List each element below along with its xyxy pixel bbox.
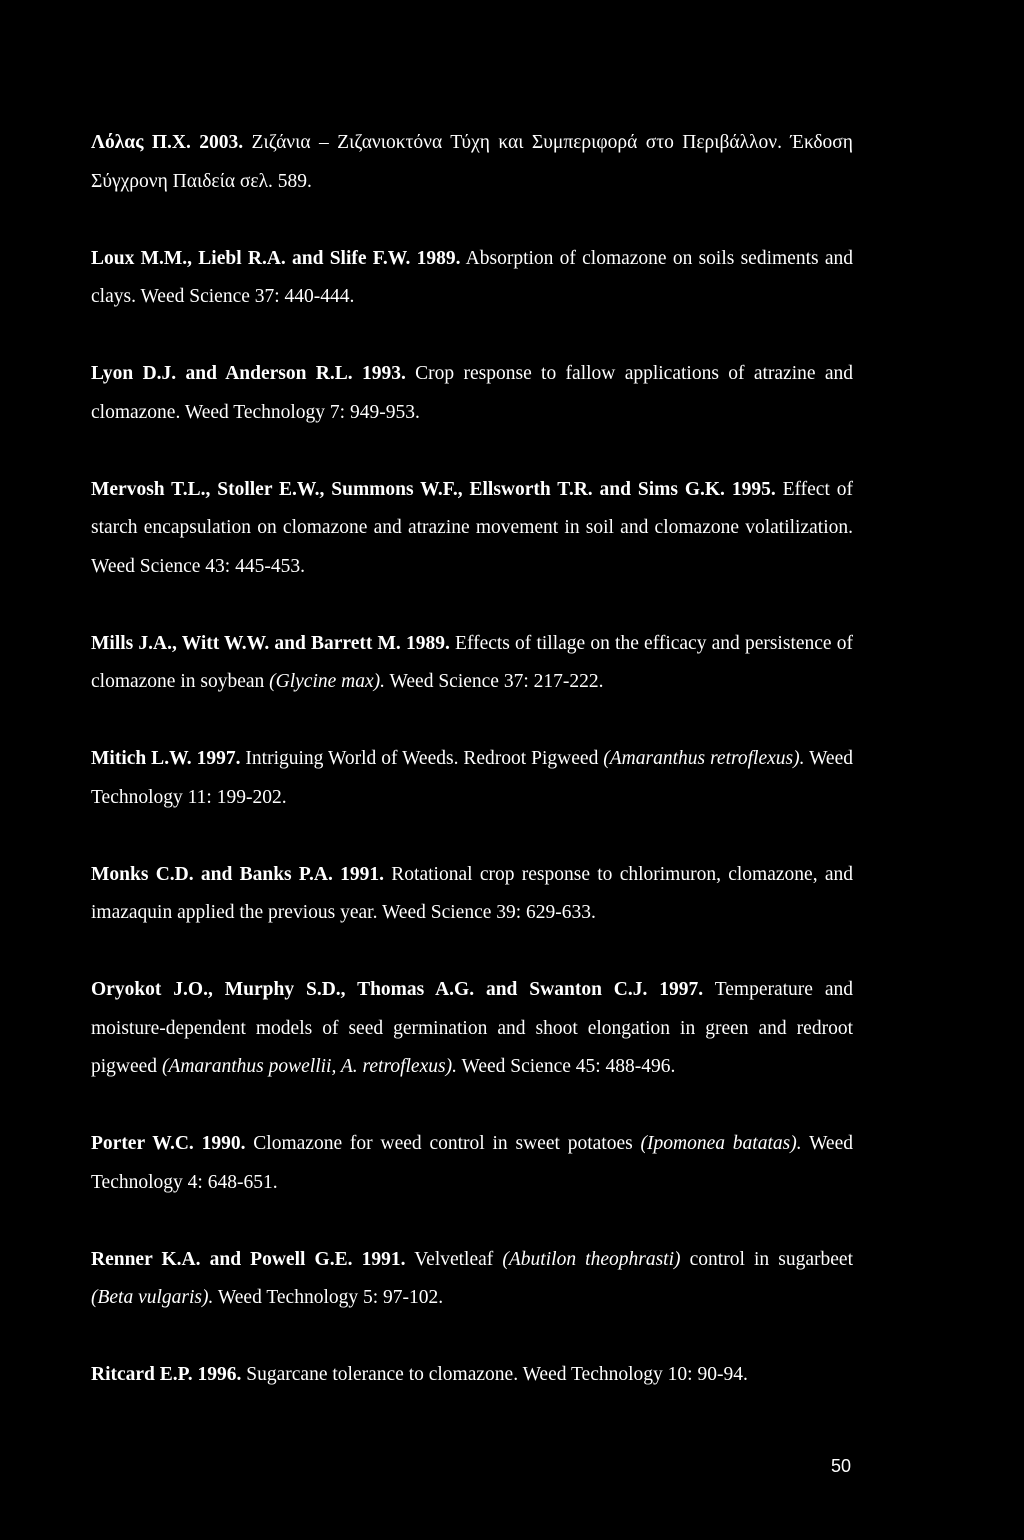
reference-species-name: (Beta vulgaris). [91,1287,214,1308]
reference-text: Temperature and moisture-dependent models of seed germination and shoot elongation in green and redroot pigweed [91,979,853,1077]
page-number: 50 [830,1456,851,1476]
reference-text: Rotational crop response to chlorimuron, clomazone, and imazaquin applied the previous year. Weed Science 39: 629-633. [91,863,853,923]
reference-species-name: (Abutilon theophrasti) [502,1248,681,1270]
reference-authors: Renner K.A. and Powell G.E. 1991. [91,1248,406,1270]
reference-entry [91,124,853,201]
reference-authors: Λόλας Π.Χ. 2003. [91,132,244,153]
reference-entry [91,856,853,933]
reference-text: Sugarcane tolerance to clomazone. Weed Technology 10: 90-94. [241,1364,748,1385]
reference-text: Crop response to fallow applications of atrazine and clomazone. Weed Technology 7: 949-953. [91,363,853,423]
reference-text: Effects of tillage on the efficacy and persistence of clomazone in soybean [91,632,853,692]
reference-text: Weed Technology 5: 97-102. [213,1287,444,1308]
reference-entry [91,355,853,432]
reference-species-name: (Glycine max). [269,671,386,692]
reference-species-name: (Amaranthus retroflexus). [603,748,805,769]
reference-list [91,124,853,1433]
reference-text: Weed Science 37: 217-222. [385,671,604,692]
reference-text: Absorption of clomazone on soils sediments and clays. Weed Science 37: 440-444. [91,247,853,307]
reference-text: control in sugarbeet [680,1248,853,1270]
reference-text: Weed Technology 11: 199-202. [91,748,853,808]
reference-authors: Mills J.A., Witt W.W. and Barrett M. 1989. [91,632,450,654]
reference-text: Weed Technology 4: 648-651. [91,1133,853,1193]
reference-entry [91,740,853,817]
reference-entry [91,1241,853,1318]
reference-text: Weed Science 45: 488-496. [456,1056,676,1077]
reference-entry [91,240,853,317]
reference-authors: Monks C.D. and Banks P.A. 1991. [91,863,385,885]
reference-authors: Ritcard E.P. 1996. [91,1364,242,1385]
reference-entry [91,1356,853,1395]
reference-entry [91,1125,853,1202]
reference-entry [91,625,853,702]
reference-text: Velvetleaf [405,1248,503,1270]
reference-text: Effect of starch encapsulation on clomazone and atrazine movement in soil and clomazone volatilization. Weed Science 43: 445-453. [91,478,853,577]
reference-text: Ζιζάνια – Ζιζανιοκτόνα Τύχη και Συμπεριφορά στο Περιβάλλον. Έκδοση Σύγχρονη Παιδεία σελ. 589. [91,132,853,192]
reference-authors: Mitich L.W. 1997. [91,748,241,769]
reference-authors: Loux M.M., Liebl R.A. and Slife F.W. 1989. [91,247,461,269]
reference-text: Clomazone for weed control in sweet potatoes [245,1133,641,1154]
reference-authors: Oryokot J.O., Murphy S.D., Thomas A.G. and Swanton C.J. 1997. [91,979,704,1000]
reference-species-name: (Ipomonea batatas). [640,1133,802,1154]
reference-text: Intriguing World of Weeds. Redroot Pigweed [240,748,604,769]
reference-authors: Lyon D.J. and Anderson R.L. 1993. [91,363,406,384]
reference-authors: Porter W.C. 1990. [91,1133,246,1154]
reference-entry [91,471,853,587]
reference-entry [91,971,853,1087]
reference-authors: Mervosh T.L., Stoller E.W., Summons W.F., Ellsworth T.R. and Sims G.K. 1995. [91,478,776,500]
reference-species-name: (Amaranthus powellii, A. retroflexus). [161,1056,457,1077]
